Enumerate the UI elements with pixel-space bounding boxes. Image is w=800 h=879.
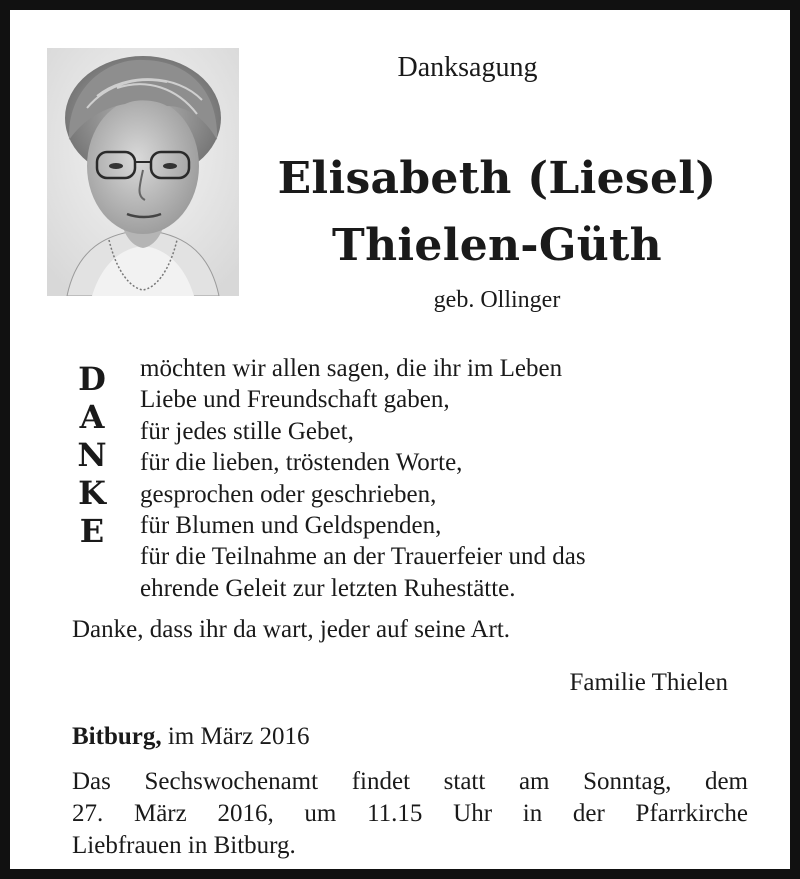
closing-line: Danke, dass ihr da wart, jeder auf seine Art.: [72, 616, 511, 643]
acrostic-letter: A: [79, 398, 105, 436]
acrostic-letter: D: [78, 360, 106, 398]
acrostic-letter: N: [77, 436, 107, 474]
portrait-image: [47, 48, 239, 296]
poem-line: gesprochen oder geschrieben,: [140, 480, 437, 508]
place-date: im März 2016: [161, 723, 310, 750]
notice-line: Liebfrauen in Bitburg.: [72, 832, 296, 859]
deceased-name-line2: Thielen-Güth: [332, 220, 662, 271]
place-and-date: [72, 721, 310, 753]
poem-line: für die Teilnahme an der Trauerfeier und das: [140, 543, 586, 571]
danke-acrostic: [72, 360, 112, 550]
family-signature: Familie Thielen: [569, 669, 728, 696]
poem-line: Liebe und Freundschaft gaben,: [140, 386, 450, 414]
poem-line: für die lieben, tröstenden Worte,: [140, 449, 463, 477]
thanks-poem: [140, 353, 760, 604]
deceased-name-line1: Elisabeth (Liesel): [277, 153, 717, 204]
page-title: Danksagung: [397, 52, 538, 83]
acrostic-letter: E: [79, 512, 105, 550]
poem-line: für jedes stille Gebet,: [140, 417, 354, 445]
notice-line: 27. März 2016, um 11.15 Uhr in der Pfarrkirche: [72, 800, 748, 827]
acrostic-letter: K: [78, 474, 106, 512]
place-city: Bitburg,: [72, 723, 162, 750]
birth-name: geb. Ollinger: [433, 287, 561, 313]
service-notice: [72, 766, 748, 862]
poem-line: möchten wir allen sagen, die ihr im Leben: [140, 355, 563, 382]
portrait-photo: [47, 48, 239, 296]
poem-line: ehrende Geleit zur letzten Ruhestätte.: [140, 574, 516, 602]
poem-line: für Blumen und Geldspenden,: [140, 512, 442, 540]
notice-line: Das Sechswochenamt findet statt am Sonntag, dem: [72, 768, 748, 795]
